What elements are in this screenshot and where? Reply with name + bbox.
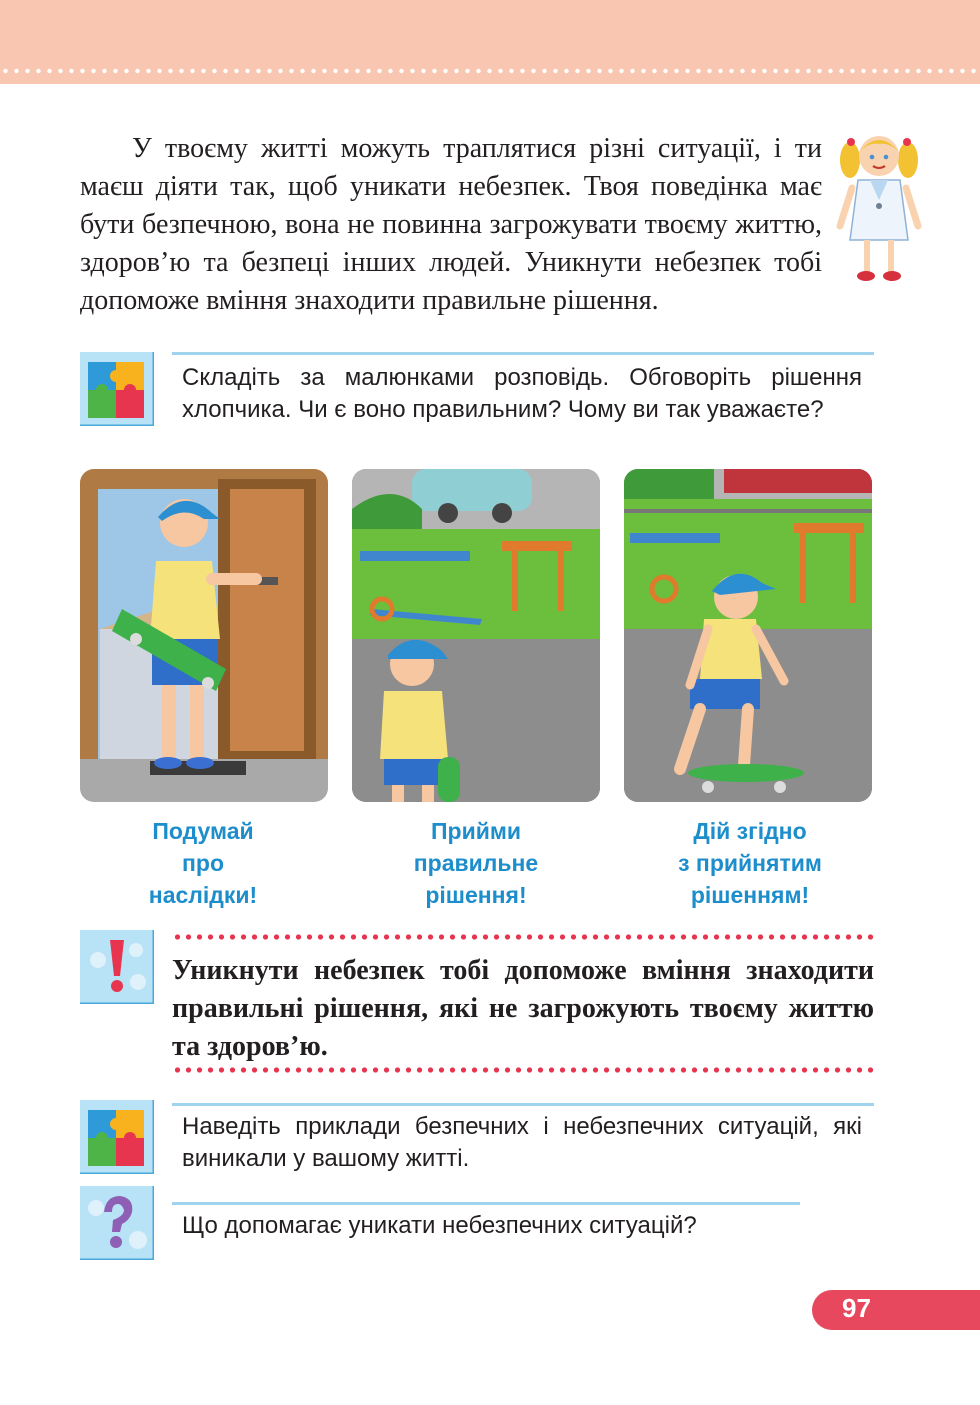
rule-dotted-line-top <box>172 933 874 941</box>
caption-decide: Прийми правильне рішення! <box>413 818 539 908</box>
puzzle-icon <box>80 1100 154 1174</box>
page-number-badge <box>812 1290 980 1330</box>
puzzle-icon <box>80 352 154 426</box>
illustration-boy-skating <box>624 469 872 802</box>
task-text: Наведіть приклади безпечних і небезпечних ситуацій, які виникали у вашому житті. <box>182 1113 862 1172</box>
girl-doctor-illustration <box>834 128 924 288</box>
header-dotted-line <box>0 68 980 74</box>
task-divider-line <box>172 352 874 355</box>
rule-text: Уникнути небезпек тобі допоможе вміння знаходити правильні рішення, які не загрожують твоєму життю та здоров’ю. <box>172 955 874 1062</box>
question-icon <box>80 1186 154 1260</box>
illustration-boy-playground <box>352 469 600 802</box>
question-divider-line <box>172 1202 800 1205</box>
rule-dotted-line-bottom <box>172 1066 874 1074</box>
caption-act: Дій згідно з прийнятим рішенням! <box>678 818 822 908</box>
caption-think: Подумай про наслідки! <box>148 818 258 908</box>
task-text: Складіть за малюнками розповідь. Обговоріть рішення хлопчика. Чи є воно правильним? Чому ви так уважаєте? <box>182 364 862 423</box>
question-text: Що допомагає уникати небезпечних ситуацій? <box>182 1212 697 1239</box>
illustration-boy-at-door <box>80 469 328 802</box>
page-number: 97 <box>842 1293 871 1323</box>
exclamation-icon <box>80 930 154 1004</box>
intro-paragraph: У твоєму житті можуть траплятися різні ситуації, і ти маєш діяти так, щоб уникати небезпек. Твоя поведінка має бути безпечною, вона не повинна загрожувати твоєму життю, здоров’ю та безпеці інших людей. Уникнути небезпек тобі допоможе вміння знаходити правильне рішення. <box>80 133 822 316</box>
task-divider-line <box>172 1103 874 1106</box>
